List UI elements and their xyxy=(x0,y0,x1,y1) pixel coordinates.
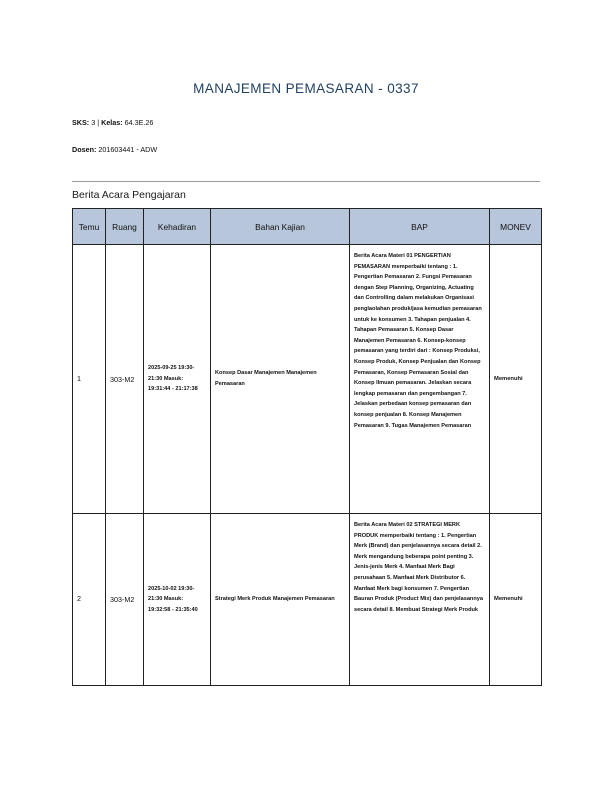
cell-bahan-kajian: Strategi Merk Produk Manajemen Pemasaran xyxy=(211,514,350,686)
section-title: Berita Acara Pengajaran xyxy=(72,189,186,201)
column-header-bap: BAP xyxy=(350,209,490,245)
column-header-bahan-kajian: Bahan Kajian xyxy=(211,209,350,245)
column-header-ruang: Ruang xyxy=(106,209,144,245)
cell-kehadiran: 2025-09-25 19:30-21:30 Masuk: 19:31:44 - 21:17:38 xyxy=(144,245,211,514)
column-header-kehadiran: Kehadiran xyxy=(144,209,211,245)
cell-temu: 2 xyxy=(73,514,106,686)
cell-temu: 1 xyxy=(73,245,106,514)
cell-bap: Berita Acara Materi 02 STRATEGI MERK PRODUK memperbaiki tentang : 1. Pengertian Merk (Brand) dan penjelasannya secara detail 2. Merk mengandung beberapa point penting 3. Jenis-jenis Merk 4. Manfaat Merk Bagi perusahaan 5. Manfaat Merk Distributor 6. Manfaat Merk bagi konsumen 7. Pengertian Bauran Produk (Product Mix) dan penjelasannya secara detail 8. Membuat Strategi Merk Produk xyxy=(350,514,490,686)
cell-ruang: 303-M2 xyxy=(106,514,144,686)
column-header-monev: MONEV xyxy=(490,209,542,245)
table-header-row xyxy=(73,209,542,245)
course-meta xyxy=(72,118,153,127)
sks-value: 3 xyxy=(91,118,96,127)
page-title: MANAJEMEN PEMASARAN - 0337 xyxy=(193,81,419,96)
lecturer-meta xyxy=(72,145,157,154)
sks-label: SKS: xyxy=(72,118,90,127)
divider xyxy=(72,181,540,182)
cell-kehadiran: 2025-10-02 19:30-21:30 Masuk: 19:32:58 - 21:35:40 xyxy=(144,514,211,686)
kelas-value: 64.3E.26 xyxy=(124,118,154,127)
teaching-record-table xyxy=(72,208,542,686)
dosen-label: Dosen: xyxy=(72,145,97,154)
cell-bahan-kajian: Konsep Dasar Manajemen Manajemen Pemasaran xyxy=(211,245,350,514)
table-row xyxy=(73,514,542,686)
dosen-value: 201603441 - ADW xyxy=(98,145,158,154)
table-row xyxy=(73,245,542,514)
cell-ruang: 303-M2 xyxy=(106,245,144,514)
cell-monev: Memenuhi xyxy=(490,514,542,686)
meta-separator: | xyxy=(97,118,100,127)
column-header-temu: Temu xyxy=(73,209,106,245)
kelas-label: Kelas: xyxy=(101,118,123,127)
cell-monev: Memenuhi xyxy=(490,245,542,514)
cell-bap: Berita Acara Materi 01 PENGERTIAN PEMASARAN memperbaiki tentang : 1. Pengertian Pemasaran 2. Fungsi Pemasaran dengan Step Planning, Organizing, Actuating dan Controlling dalam melakukan Organisasi penglaolahan produk/jasa kemudian pemasaran untuk ke konsumen 3. Tahapan penjualan 4. Tahapan Pemasaran 5. Konsep Dasar Manajemen Pemasaran 6. Konsep-konsep pemasaran yang terdiri dari : Konsep Produksi, Konsep Produk, Konsep Penjualan dan Konsep Pemasaran, Konsep Pemasaran Sosial dan Konsep Ilmuan pemasaran. Jelaskan secara lengkap pemasaran dan pengembangan 7. Jelaskan perbedaan konsep pemasaran dan konsep penjualan 8. Konsep Manajemen Pemasaran 9. Tugas Manajemen Pemasaran xyxy=(350,245,490,514)
